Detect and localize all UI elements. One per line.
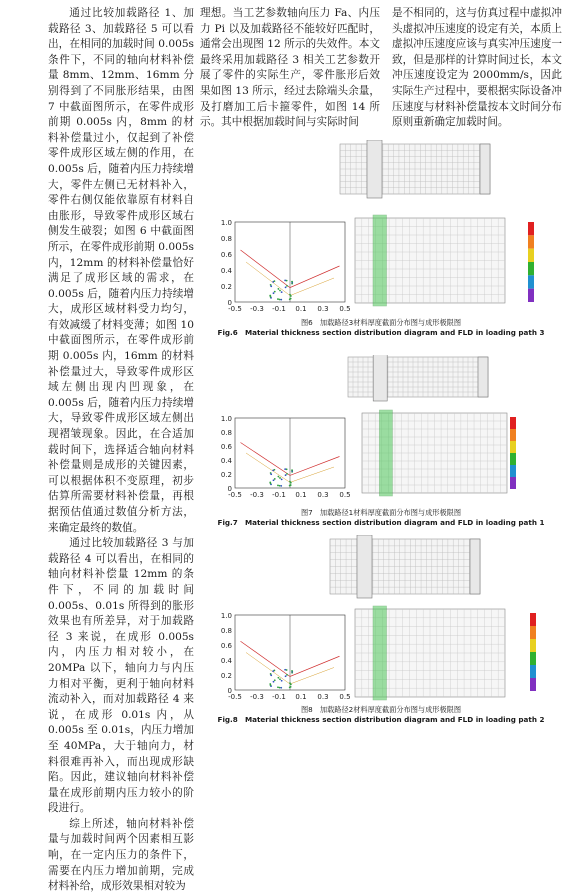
fld-strain-point — [289, 686, 291, 688]
figure-6-graphic — [200, 140, 562, 345]
fld-x-tick-label: -0.3 — [250, 693, 264, 701]
fld-strain-point — [277, 298, 279, 300]
fld-strain-point — [291, 670, 293, 672]
figure-8-caption-cn: 图8 加载路径2材料厚度截面分布图与成形极限图 — [300, 705, 462, 714]
fld-x-tick-label: 0.3 — [317, 305, 329, 313]
fld-strain-point — [272, 281, 274, 283]
fld-chart — [221, 612, 351, 701]
fld-y-tick-label: 0.6 — [220, 443, 232, 451]
paragraph-1: 通过比较加载路径 1、加载路径 3、加载路径 5 可以看出，在相同的加载时间 0.005s 条件下，不同的轴向材料补偿量 8mm、12mm、16mm 分别得到了不同胀形结果，由图 7 中截面图所示，在零件成形前期 0.005s 内，8mm 的材料补偿量过小，仅起到了补偿零件成形区域左侧的作用，在 0.005s 后，随着内压力持续增大，零件左侧已无材料补入，零件右侧仅能依靠原有材料自由胀形，导致零件成形区域右侧发生破裂；如图 6 中截面图所示，在零件成形前期 0.005s 内，12mm 的材料补偿量恰好满足了成形区域的需求，在 0.005s 后，随着内压力持续增大，成形区域材料受力均匀，有效减缓了材料变薄；如图 10 中截面图所示，在零件成形前期 0.005s 内，16mm 的材料补偿量过大，导致零件成形区域左侧出现内凹现象，在 0.005s 后，随着内压力持续增大，导致零件成形区域左侧出现褶皱现象。因此，在合适加载时间下，选择适合轴向材料补偿量则是成形的关键因素，可以根据体积不变原理，初步估算所需要材料补偿量，再根据预估值通过数值分析方法，来确定最终的数值。 — [48, 7, 194, 534]
fld-x-tick-label: 0.1 — [295, 305, 307, 313]
fld-strain-point — [274, 679, 276, 681]
fld-strain-point — [286, 674, 288, 676]
fld-x-tick-label: 0.1 — [295, 491, 307, 499]
fld-strain-point — [279, 290, 281, 292]
legend-color-swatch — [530, 613, 536, 626]
fld-y-tick-label: 1.0 — [220, 219, 232, 227]
figure-8 — [200, 535, 562, 730]
cross-section-top — [348, 355, 488, 401]
fld-strain-point — [279, 678, 281, 680]
fld-x-tick-label: 0.5 — [339, 693, 351, 701]
fld-strain-point — [284, 468, 286, 470]
figure-7-caption-en: Fig.7 Material thickness section distribution diagram and FLD in loading path 1 — [217, 518, 545, 527]
bulge-contour-band — [379, 410, 392, 496]
fld-y-tick-label: 1.0 — [220, 415, 232, 423]
fld-strain-point — [274, 291, 276, 293]
fld-y-tick-label: 0.2 — [220, 672, 232, 680]
legend-color-swatch — [510, 429, 516, 441]
tube-end — [470, 539, 480, 594]
fld-y-tick-label: 0.4 — [220, 267, 232, 275]
paragraph-3: 综上所述，轴向材料补偿量与加载时间两个因素相互影响，在一定内压力的条件下，需要在内压力增加前期，完成材料补给，成形效果相对较为 — [48, 817, 194, 893]
fld-x-tick-label: -0.3 — [250, 491, 264, 499]
fld-x-tick-label: 0.5 — [339, 305, 351, 313]
figure-8-graphic — [200, 535, 562, 730]
fld-strain-point — [270, 473, 272, 475]
fld-strain-point — [279, 299, 281, 301]
right-paragraph: 是不相同的，这与仿真过程中虚拟冲头虚拟冲压速度的设定有关，本质上虚拟冲压速度应该与真实冲压速度一致，但是那样的计算时间过长，本文冲压速度设定为 2000mm/s，因此实际生产过程中，要根据实际设备冲压速度与材料补偿量按本文时间分布原则重新确定加载时间。 — [392, 7, 562, 129]
legend-color-swatch — [510, 477, 516, 489]
bulge-region — [357, 535, 372, 598]
left-text-column — [48, 6, 194, 895]
fld-chart — [221, 219, 351, 313]
fld-strain-point — [285, 474, 287, 476]
figure-7 — [200, 355, 562, 535]
fld-strain-point — [279, 687, 281, 689]
fld-strain-point — [279, 477, 281, 479]
fld-x-tick-label: -0.5 — [228, 305, 242, 313]
fld-y-tick-label: 0.8 — [220, 627, 232, 635]
fld-strain-point — [281, 478, 283, 480]
legend-color-swatch — [530, 665, 536, 678]
cross-section-contour — [355, 606, 505, 700]
legend-color-swatch — [528, 289, 534, 302]
fld-strain-point — [274, 478, 276, 480]
fld-y-tick-label: 0.6 — [220, 642, 232, 650]
fld-y-tick-label: 1.0 — [220, 612, 232, 620]
cross-section-contour — [362, 410, 507, 496]
fld-strain-point — [280, 299, 282, 301]
legend-color-swatch — [510, 441, 516, 453]
fld-y-tick-label: 0.2 — [220, 283, 232, 291]
fld-strain-point — [273, 681, 275, 683]
fld-y-tick-label: 0 — [227, 485, 232, 493]
bulge-contour-band — [373, 606, 387, 700]
fld-x-tick-label: 0.3 — [317, 693, 329, 701]
figure-8-caption-en: Fig.8 Material thickness section distribution diagram and FLD in loading path 2 — [217, 715, 545, 724]
fld-strain-point — [279, 485, 281, 487]
middle-text-column — [200, 6, 380, 131]
fld-strain-point — [285, 286, 287, 288]
figure-6-caption-cn: 图6 加载路径3材料厚度截面分布图与成形极限图 — [300, 318, 462, 327]
legend-color-swatch — [528, 249, 534, 262]
fld-x-tick-label: 0.3 — [317, 491, 329, 499]
legend-color-swatch — [510, 453, 516, 465]
fld-strain-point — [290, 683, 292, 685]
cross-section-top — [340, 140, 490, 198]
legend-color-swatch — [528, 235, 534, 248]
fld-x-tick-label: -0.5 — [228, 491, 242, 499]
figure-8-caption — [200, 705, 562, 725]
fld-strain-point — [269, 683, 271, 685]
fld-y-tick-label: 0.4 — [220, 457, 232, 465]
fld-strain-point — [270, 674, 272, 676]
tube-end — [478, 357, 488, 397]
fld-strain-point — [269, 295, 271, 297]
legend-color-swatch — [510, 465, 516, 477]
fld-strain-point — [277, 686, 279, 688]
legend-color-swatch — [528, 275, 534, 288]
fld-strain-point — [290, 482, 292, 484]
fld-x-tick-label: -0.3 — [250, 305, 264, 313]
fld-strain-point — [277, 476, 279, 478]
cross-section-top — [330, 535, 480, 598]
fld-strain-point — [277, 485, 279, 487]
fld-x-tick-label: -0.1 — [272, 693, 286, 701]
legend-color-swatch — [528, 262, 534, 275]
fld-strain-point — [281, 291, 283, 293]
fld-strain-point — [272, 670, 274, 672]
fld-strain-point — [273, 479, 275, 481]
fld-y-tick-label: 0.2 — [220, 471, 232, 479]
fld-strain-point — [280, 485, 282, 487]
figure-6-caption — [200, 318, 562, 338]
bulge-contour-band — [373, 215, 387, 306]
right-text-column — [392, 6, 562, 131]
legend-color-swatch — [528, 222, 534, 235]
fld-strain-point — [277, 677, 279, 679]
fld-strain-point — [289, 485, 291, 487]
fld-strain-point — [273, 292, 275, 294]
fld-strain-point — [285, 675, 287, 677]
fld-strain-point — [277, 288, 279, 290]
fld-strain-point — [272, 469, 274, 471]
tube-end — [480, 144, 490, 194]
fld-x-tick-label: -0.5 — [228, 693, 242, 701]
figure-7-caption-cn: 图7 加载路径1材料厚度截面分布图与成形极限图 — [300, 508, 462, 517]
figure-6 — [200, 140, 562, 345]
fld-x-tick-label: 0.5 — [339, 491, 351, 499]
legend-color-swatch — [530, 678, 536, 691]
paragraph-2: 通过比较加载路径 3 与加载路径 4 可以看出，在相同的轴向材料补偿量 12mm 的条件下，不同的加载时间 0.005s、0.01s 所得到的胀形效果也有所差异，对于加载路径 3 来说，在成形 0.005s 内，内压力相对较小，在 20MPa 以下，轴向力与内压力相对平衡，更利于轴向材料流动补入，而对加载路径 4 来说，在成形 0.01s 内，从 0.005s 至 0.01s，内压力增加至 40MPa，大于轴向力，材料很难再补入，而出现成形缺陷。因此，建议轴向材料补偿量在成形前期内压力较小的阶段进行。 — [48, 537, 194, 815]
legend-color-swatch — [530, 652, 536, 665]
legend-color-swatch — [510, 417, 516, 429]
cross-section-contour — [355, 215, 505, 306]
fld-strain-point — [280, 687, 282, 689]
fld-x-tick-label: 0.1 — [295, 693, 307, 701]
bulge-region — [367, 140, 382, 198]
fld-chart — [221, 415, 351, 499]
fld-strain-point — [270, 285, 272, 287]
fld-y-tick-label: 0.8 — [220, 235, 232, 243]
fld-strain-point — [286, 473, 288, 475]
fld-strain-point — [291, 469, 293, 471]
figure-6-caption-en: Fig.6 Material thickness section distribution diagram and FLD in loading path 3 — [217, 328, 545, 337]
fld-strain-point — [284, 669, 286, 671]
middle-paragraph: 理想。当工艺参数轴向压力 Fa、内压力 Pi 以及加载路径不能较好匹配时，通常会出现图 12 所示的失效件。本文最终采用加载路径 3 相关工艺参数开展了零件的实际生产，零件胀形后效果如图 13 所示，经过去除端头余量，及打磨加工后卡箍零件，如图 14 所示。其中根据加载时间与实际时间 — [200, 7, 380, 129]
fld-y-tick-label: 0.8 — [220, 429, 232, 437]
fld-strain-point — [289, 298, 291, 300]
figure-7-caption — [200, 508, 562, 528]
fld-strain-point — [290, 295, 292, 297]
legend-color-swatch — [530, 626, 536, 639]
fld-strain-point — [281, 680, 283, 682]
fld-strain-point — [284, 280, 286, 282]
fld-strain-point — [286, 285, 288, 287]
fld-x-tick-label: -0.1 — [272, 305, 286, 313]
fld-y-tick-label: 0 — [227, 687, 232, 695]
fld-y-tick-label: 0.4 — [220, 657, 232, 665]
fld-x-tick-label: -0.1 — [272, 491, 286, 499]
fld-y-tick-label: 0.6 — [220, 251, 232, 259]
legend-color-swatch — [530, 639, 536, 652]
fld-strain-point — [269, 481, 271, 483]
bulge-region — [373, 355, 387, 401]
fld-strain-point — [291, 281, 293, 283]
fld-y-tick-label: 0 — [227, 299, 232, 307]
